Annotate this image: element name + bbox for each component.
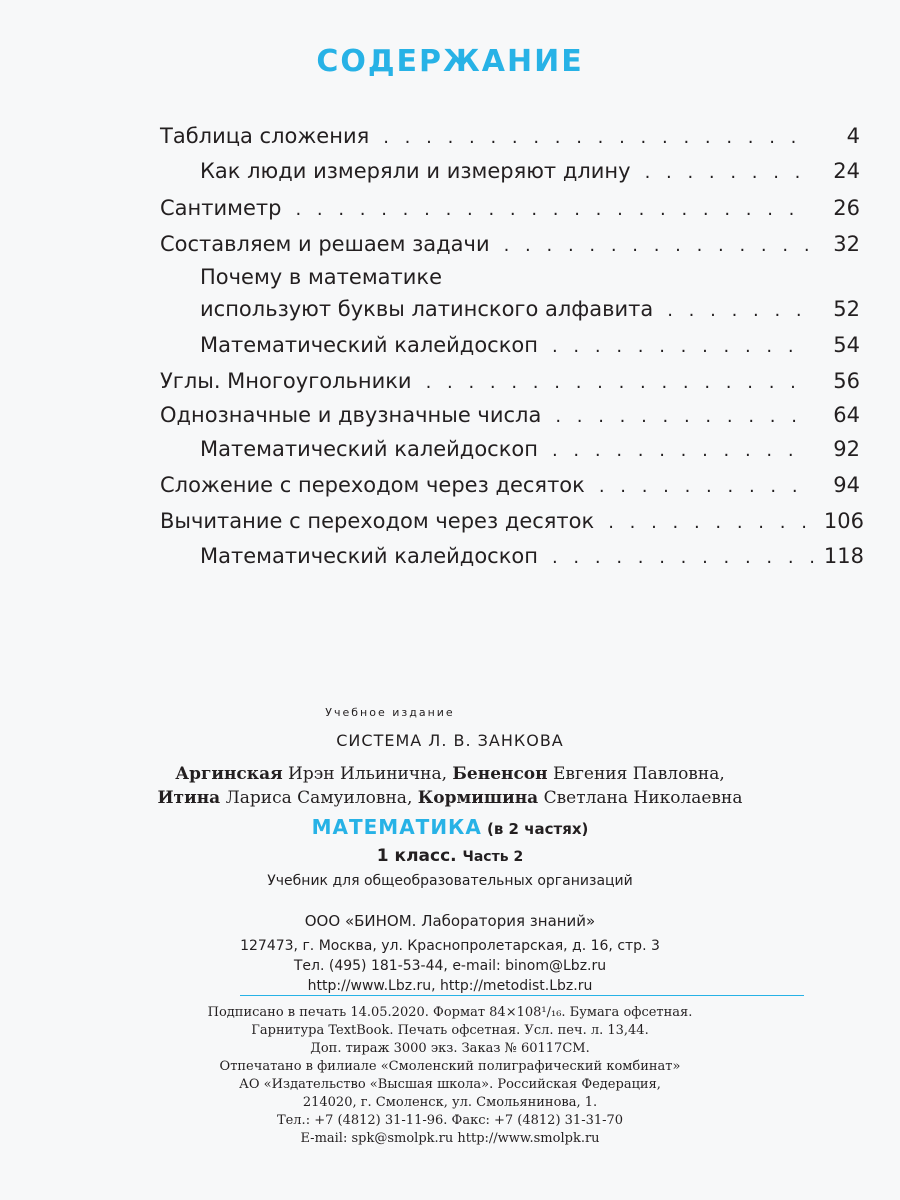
grade-line xyxy=(0,846,900,866)
toc-leader-dots xyxy=(383,127,810,148)
author-name: Лариса Самуиловна, xyxy=(225,788,413,808)
authors-line-2 xyxy=(0,786,900,810)
toc-entry-title: Таблица сложения xyxy=(160,124,370,148)
toc-entry-title: Сантиметр xyxy=(160,196,282,220)
toc-entry-title: Однозначные и двузначные числа xyxy=(160,403,542,427)
toc-leader-dots xyxy=(295,199,810,220)
toc-entry xyxy=(160,473,860,497)
toc-entry xyxy=(160,403,860,427)
authors-line-1 xyxy=(0,762,900,786)
author-surname: Итина xyxy=(157,788,221,808)
author-surname: Бененсон xyxy=(452,764,548,784)
book-title: МАТЕМАТИКА xyxy=(311,815,482,839)
toc-entry xyxy=(160,509,864,533)
print-info-line: Гарнитура TextBook. Печать офсетная. Усл. печ. л. 13,44. xyxy=(251,1023,649,1038)
toc-entry-page: 92 xyxy=(833,437,860,461)
publisher-web: http://www.Lbz.ru, http://metodist.Lbz.ru xyxy=(307,978,593,994)
print-info-line: Доп. тираж 3000 экз. Заказ № 60117СМ. xyxy=(310,1041,590,1056)
author-surname: Кормишина xyxy=(417,788,539,808)
toc-leader-dots xyxy=(667,300,810,321)
book-parts: (в 2 частях) xyxy=(486,820,589,838)
toc-entry-title: Углы. Многоугольники xyxy=(160,369,412,393)
toc-entry xyxy=(200,437,860,461)
toc-entry-page: 94 xyxy=(833,473,860,497)
toc-leader-dots xyxy=(608,512,814,533)
toc-entry-title: Математический калейдоскоп xyxy=(200,333,538,357)
book-part: Часть 2 xyxy=(462,849,524,865)
toc-leader-dots xyxy=(555,406,810,427)
toc-entry xyxy=(200,297,860,321)
print-info-line: Подписано в печать 14.05.2020. Формат 84×108¹/₁₆. Бумага офсетная. xyxy=(207,1005,693,1020)
toc-entry xyxy=(200,333,860,357)
toc-entry-page: 32 xyxy=(833,232,860,256)
toc-heading: СОДЕРЖАНИЕ xyxy=(316,44,584,79)
publisher-phone: Тел. (495) 181-53-44, e-mail: binom@Lbz.ru xyxy=(293,958,607,974)
toc-leader-dots xyxy=(504,235,810,256)
toc-entry-title-line: Почему в математике xyxy=(200,265,443,289)
toc-entry-page: 24 xyxy=(833,159,860,183)
toc-entry-title: Математический калейдоскоп xyxy=(200,544,538,568)
toc-entry-page: 26 xyxy=(833,196,860,220)
publisher-name: ООО «БИНОМ. Лаборатория знаний» xyxy=(304,912,596,930)
book-description: Учебник для общеобразовательных организаций xyxy=(267,873,633,889)
author-surname: Аргинская xyxy=(175,764,283,784)
author-name: Евгения Павловна, xyxy=(553,764,725,784)
toc-entry-title: Вычитание с переходом через десяток xyxy=(160,509,595,533)
toc-entry-title: Как люди измеряли и измеряют длину xyxy=(200,159,631,183)
print-info-line: АО «Издательство «Высшая школа». Российская Федерация, xyxy=(239,1077,661,1092)
toc-entry-title: Составляем и решаем задачи xyxy=(160,232,490,256)
toc-leader-dots xyxy=(552,547,814,568)
toc-entry-page: 64 xyxy=(833,403,860,427)
print-info-line: 214020, г. Смоленск, ул. Смольянинова, 1. xyxy=(302,1095,598,1110)
toc-entry xyxy=(160,196,860,220)
publisher-address: 127473, г. Москва, ул. Краснопролетарская, д. 16, стр. 3 xyxy=(240,938,660,954)
toc-entry xyxy=(200,159,860,183)
series-name: СИСТЕМА Л. В. ЗАНКОВА xyxy=(336,731,564,750)
toc-entry-page: 52 xyxy=(833,297,860,321)
author-name: Ирэн Ильинична, xyxy=(288,764,447,784)
toc-entry xyxy=(200,544,864,568)
toc-leader-dots xyxy=(599,476,810,497)
toc-entry-title: Сложение с переходом через десяток xyxy=(160,473,585,497)
print-info-line: Тел.: +7 (4812) 31-11-96. Факс: +7 (4812) 31-31-70 xyxy=(276,1113,624,1128)
toc-entry-page: 118 xyxy=(823,544,864,568)
toc-entry-page: 106 xyxy=(823,509,864,533)
toc-leader-dots xyxy=(645,162,810,183)
toc-entry xyxy=(160,369,860,393)
print-info-line: E-mail: spk@smolpk.ru http://www.smolpk.ru xyxy=(300,1131,600,1146)
toc-entry-page: 54 xyxy=(833,333,860,357)
book-title-line xyxy=(0,815,900,839)
edition-type: Учебное издание xyxy=(325,706,455,719)
print-info-line: Отпечатано в филиале «Смоленский полиграфический комбинат» xyxy=(219,1059,681,1074)
toc-entry xyxy=(160,124,860,148)
divider-line xyxy=(240,995,804,996)
toc-entry-title: Математический калейдоскоп xyxy=(200,437,538,461)
toc-entry xyxy=(160,232,860,256)
toc-entry-title: используют буквы латинского алфавита xyxy=(200,297,654,321)
toc-leader-dots xyxy=(552,440,810,461)
toc-entry-page: 4 xyxy=(846,124,860,148)
toc-leader-dots xyxy=(552,336,810,357)
author-name: Светлана Николаевна xyxy=(543,788,743,808)
toc-entry-page: 56 xyxy=(833,369,860,393)
grade: 1 класс. xyxy=(376,846,457,866)
toc-leader-dots xyxy=(426,372,810,393)
